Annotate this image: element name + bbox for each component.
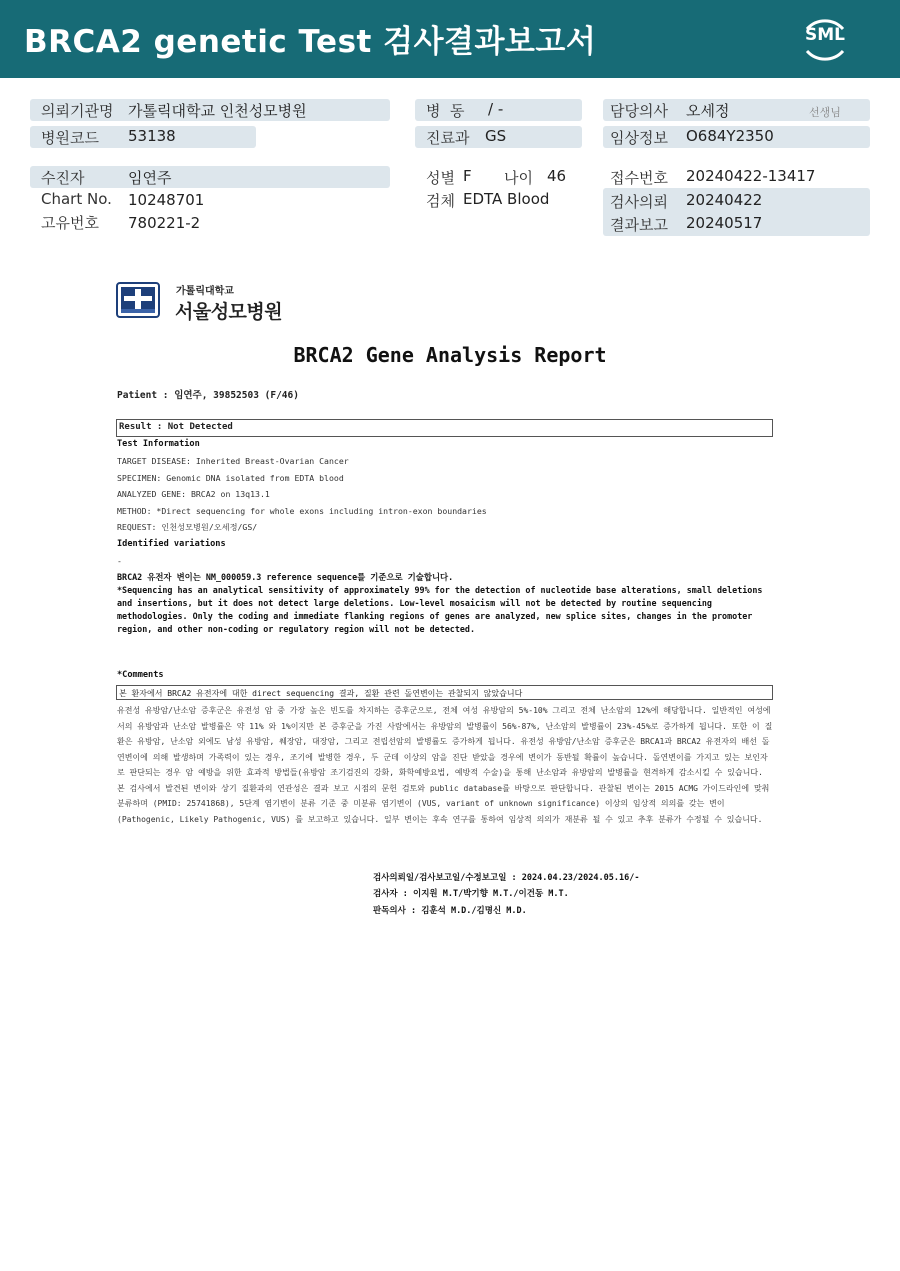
comment-first-line: 본 환자에서 BRCA2 유전자에 대한 direct sequencing 결과, 질환 관련 돌연변이는 관찰되지 않았습니다	[116, 685, 773, 700]
specimen-value: EDTA Blood	[463, 190, 550, 208]
sex-label: 성별	[426, 169, 455, 187]
analyzed-gene: ANALYZED GENE: BRCA2 on 13q13.1	[117, 489, 270, 499]
unique-no-label: 고유번호	[41, 214, 99, 232]
hospital-name-small: 가톨릭대학교	[176, 286, 234, 297]
request-org-value: 가톨릭대학교 인천성모병원	[128, 102, 307, 120]
chart-value: 10248701	[128, 191, 205, 209]
test-request-label: 검사의뢰	[610, 193, 668, 211]
unique-no-value: 780221-2	[128, 214, 201, 232]
hospital-code-label: 병원코드	[41, 129, 99, 147]
testers-line: 검사자 : 이지원 M.T/박기향 M.T./이건동 M.T.	[373, 889, 569, 899]
clinical-value: O684Y2350	[686, 127, 774, 145]
specimen-line: SPECIMEN: Genomic DNA isolated from EDTA blood	[117, 473, 344, 483]
test-request-value: 20240422	[686, 191, 763, 209]
sml-logo-text: SML	[805, 25, 845, 45]
chart-label: Chart No.	[41, 190, 112, 208]
hospital-code-value: 53138	[128, 127, 176, 145]
dates-line: 검사의뢰일/검사보고일/수정보고일 : 2024.04.23/2024.05.16/-	[373, 873, 640, 883]
identified-heading: Identified variations	[117, 539, 226, 549]
age-value: 46	[547, 167, 567, 185]
result-report-value: 20240517	[686, 214, 763, 232]
patient-label: 수진자	[41, 169, 85, 187]
result-report-label: 결과보고	[610, 216, 668, 234]
request-line: REQUEST: 인천성모병원/오세정/GS/	[117, 522, 258, 532]
ward-label: 병 동	[426, 102, 465, 120]
header-bar	[0, 0, 900, 78]
report-patient: Patient : 임연주, 39852503 (F/46)	[117, 390, 299, 401]
result-box: Result : Not Detected	[116, 419, 773, 437]
specimen-label: 검체	[426, 192, 455, 210]
doctor-value: 오세정	[686, 102, 730, 120]
identified-value: -	[117, 556, 122, 566]
test-info-heading: Test Information	[117, 439, 200, 449]
sex-value: F	[463, 167, 472, 185]
dept-value: GS	[485, 127, 507, 145]
reference-note: BRCA2 유전자 변이는 NM_000059.3 reference sequence를 기준으로 기술합니다.	[117, 572, 454, 582]
comments-heading: *Comments	[117, 670, 164, 680]
doctor-suffix: 선생님	[809, 106, 841, 119]
hospital-emblem-icon	[116, 282, 160, 318]
method-line: METHOD: *Direct sequencing for whole exons including intron-exon boundaries	[117, 506, 487, 516]
report-title: BRCA2 Gene Analysis Report	[293, 343, 607, 367]
target-disease: TARGET DISEASE: Inherited Breast-Ovarian Cancer	[117, 456, 349, 466]
age-label: 나이	[504, 169, 533, 187]
request-org-label: 의뢰기관명	[41, 102, 114, 120]
patient-value: 임연주	[128, 169, 172, 187]
comment-body: 유전성 유방암/난소암 증후군은 유전성 암 중 가장 높은 빈도를 차지하는 증후군으로, 전체 여성 유방암의 5%-10% 그리고 전체 난소암의 12%에 해당합니다. 일반적인 여성에서의 유방암과 난소암 발병률은 약 11% 와 1%이지만 본 증후군을 가진 사람에서는 유방암의 발병률이 56%-87%, 난소암의 발병률이 23%-45%로 증가하게 됩니다. 또한 이 질환은 유방암, 난소암 외에도 남성 유방암, 췌장암, 대장암, 그리고 전립선암의 발병률도 증가하게 됩니다. 유전성 유방암/난소암 증후군은 BRCA1과 BRCA2 유전자의 배선 돌연변이에 의해 발생하며 가족력이 있는 경우, 조기에 발병한 경우, 두 군데 이상의 암을 진단 받았을 경우에 변이가 동반될 확률이 높습니다. 돌연변이를 가지고 있는 보인자로 판단되는 경우 암 예방을 위한 효과적 방법들(유방암 조기검진의 강화, 화학예방요법, 예방적 수술)을 통해 난소암과 유방암의 발병률을 현격하게 감소시킬 수 있습니다. 본 검사에서 발견된 변이와 상기 질환과의 연관성은 결과 보고 시점의 문헌 검토와 public database를 바탕으로 판단합니다. 관찰된 변이는 2015 ACMG 가이드라인에 맞춰 분류하며 (PMID: 25741868), 5단계 염기변이 분류 기준 중 미분류 염기변이 (VUS, variant of unknown significance) 이상의 임상적 의의를 갖는 변이 (Pathogenic, Likely Pathogenic, VUS) 를 보고하고 있습니다. 일부 변이는 후속 연구를 통하여 임상적 의의가 재분류 될 수 있고 추후 분류가 수정될 수 있습니다.	[117, 706, 773, 824]
hospital-name: 서울성모병원	[175, 301, 283, 323]
sml-logo	[797, 12, 853, 68]
receipt-value: 20240422-13417	[686, 167, 816, 185]
ward-value: / -	[488, 100, 504, 118]
receipt-label: 접수번호	[610, 169, 668, 187]
page-title: BRCA2 genetic Test 검사결과보고서	[24, 24, 597, 60]
clinical-label: 임상정보	[610, 129, 668, 147]
sensitivity-note: *Sequencing has an analytical sensitivity of approximately 99% for the detection of nucleotide base alterations, small deletions and insertions, but it does not detect large deletions. Low-level mosaicism will not be detected by routine sequencing methodologies. Only the coding and immediate flanking regions of genes are analyzed, new splice sites, changes in the promoter region, and other non-coding or regulatory region will not be detected.	[117, 585, 763, 634]
dept-label: 진료과	[426, 129, 470, 147]
doctor-label: 담당의사	[610, 102, 668, 120]
reader-line: 판독의사 : 김훈석 M.D./김명신 M.D.	[373, 906, 527, 916]
